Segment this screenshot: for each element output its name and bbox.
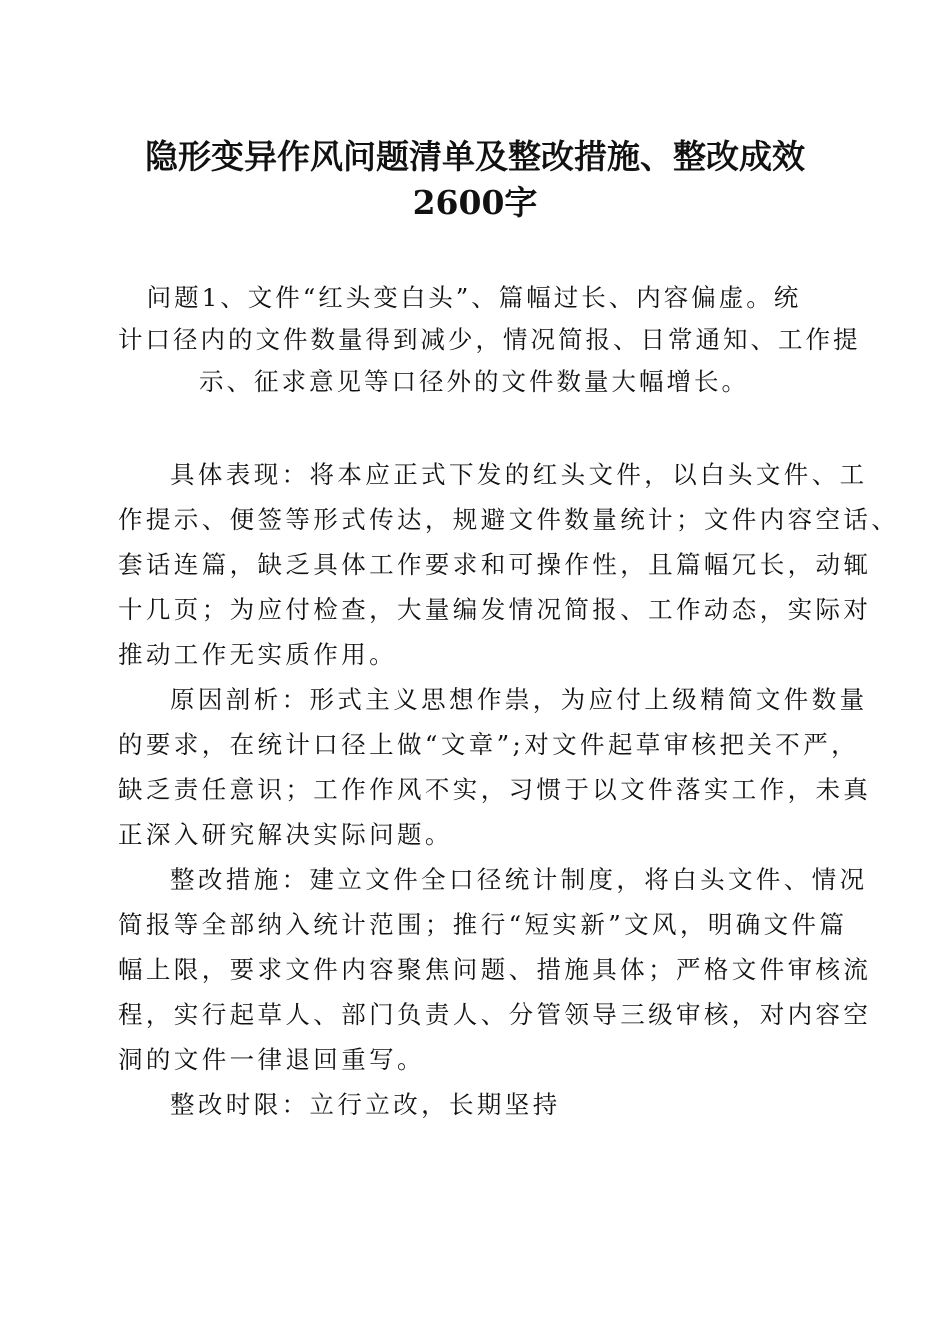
paragraph-line: 作提示、便签等形式传达，规避文件数量统计；文件内容空话、 (118, 505, 900, 534)
paragraph-line: 整改措施：建立文件全口径统计制度，将白头文件、情况 (170, 865, 868, 894)
paragraph-line: 简报等全部纳入统计范围；推行“短实新”文风，明确文件篇 (118, 910, 848, 939)
paragraph-line: 推动工作无实质作用。 (118, 640, 397, 669)
paragraph-specific-manifestation (118, 452, 900, 677)
paragraph-rectification-deadline (118, 1082, 838, 1127)
paragraph-line: 套话连篇，缺乏具体工作要求和可操作性，且篇幅冗长，动辄 (118, 550, 872, 579)
problem-line: 计口径内的文件数量得到减少，情况简报、日常通知、工作提 (118, 325, 861, 354)
paragraph-line: 整改时限：立行立改，长期坚持 (170, 1090, 561, 1119)
title-line: 2600字 (412, 183, 538, 222)
problem-line: 问题1、文件“红头变白头”、篇幅过长、内容偏虚。统 (146, 283, 802, 312)
paragraph-line: 具体表现：将本应正式下发的红头文件，以白头文件、工 (170, 460, 868, 489)
paragraph-cause-analysis (118, 677, 872, 857)
paragraph-rectification-measures (118, 857, 872, 1082)
paragraph-line: 十几页；为应付检查，大量编发情况简报、工作动态，实际对 (118, 595, 872, 624)
paragraph-line: 程，实行起草人、部门负责人、分管领导三级审核，对内容空 (118, 1000, 872, 1029)
paragraph-line: 缺乏责任意识；工作作风不实，习惯于以文件落实工作，未真 (118, 775, 872, 804)
document-title (100, 134, 850, 226)
paragraph-line: 洞的文件一律退回重写。 (118, 1045, 425, 1074)
paragraph-line: 正深入研究解决实际问题。 (118, 820, 453, 849)
problem-statement (118, 277, 861, 403)
paragraph-line: 的要求，在统计口径上做“文章”;对文件起草审核把关不严， (118, 730, 860, 759)
paragraph-line: 幅上限，要求文件内容聚焦问题、措施具体；严格文件审核流 (118, 955, 872, 984)
problem-line: 示、征求意见等口径外的文件数量大幅增长。 (199, 367, 749, 396)
document-body (118, 452, 900, 1127)
paragraph-line: 原因剖析：形式主义思想作祟，为应付上级精简文件数量 (170, 685, 868, 714)
title-line: 隐形变异作风问题清单及整改措施、整改成效 (145, 137, 805, 176)
